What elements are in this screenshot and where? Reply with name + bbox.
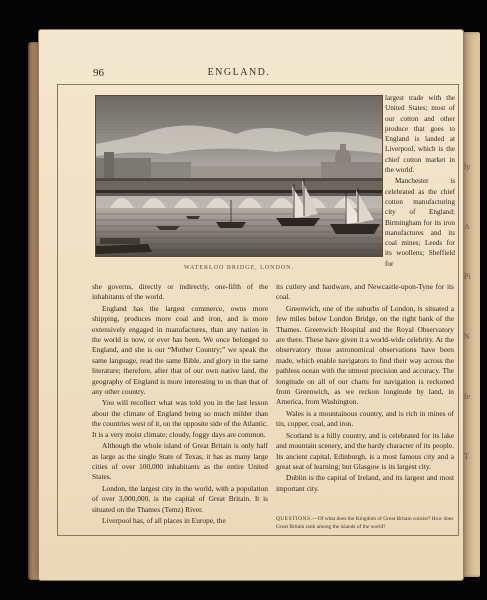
side-paragraph: largest trade with the United States; most of our cotton and other produce that goes to England is landed at Liverpool, which is the chief cotton market in the world. bbox=[385, 94, 455, 175]
right-paragraph: its cutlery and hardware, and Newcastle-upon-Tyne for its coal. bbox=[276, 282, 454, 302]
page-title: ENGLAND. bbox=[207, 67, 271, 78]
left-paragraph: You will recollect what was told you in the last lesson about the climate of England being so much milder than the countries west of it, on the opposite side of the Atlantic. It is a very moist climate; cloudy, foggy days are common. bbox=[92, 398, 268, 439]
left-paragraph: Although the whole island of Great Britain is only half as large as the single State of Texas, it has as many large cities of over 100,000 inhabitants as the entire United States. bbox=[92, 441, 268, 482]
right-paragraph: Wales is a mountainous country, and is rich in mines of tin, copper, coal, and iron. bbox=[276, 408, 454, 429]
right-paragraph: Scotland is a hilly country, and is celebrated for its lake and mountain scenery, and the hardy character of its people. Its ancient capital, Edinburgh, is a most famous city and a great seat of learning; but Glasgow is its largest city. bbox=[276, 430, 454, 471]
left-paragraph: England has the largest commerce, owns more shipping, produces more coal and iron, and is more extensively engaged in manufactures, than any nation in the world is now, or ever has been. We once belonged to England, and she is our “Mother Country;” we speak the same language, read the same Bible, and glory in the same literature; therefore, after that of our own native land, the geography of England is more interesting to us than that of any other country. bbox=[92, 303, 268, 397]
engraving-illustration bbox=[96, 96, 383, 257]
running-head bbox=[95, 67, 383, 79]
questions-footnote bbox=[276, 515, 454, 531]
left-paragraph: she governs, directly or indirectly, one-fifth of the inhabitants of the world. bbox=[92, 282, 268, 302]
questions-label: QUESTIONS. bbox=[276, 516, 313, 522]
side-column-text bbox=[385, 93, 455, 270]
facing-page-edge: ly A Pi N fe T bbox=[458, 32, 480, 577]
waterloo-bridge-engraving bbox=[95, 95, 383, 257]
side-paragraph: Manchester is celebrated as the chief cotton manufacturing city of England; Birmingham for its iron manufactures and its coal mines; Leeds for its woollens; Sheffield for bbox=[385, 177, 455, 268]
right-paragraph: Greenwich, one of the suburbs of London, is situated a few miles below London Bridge, on the right bank of the Thames. Greenwich Hospital and the Royal Observatory are there. These have given it a world-wide celebrity. At the observatory those astronomical observations have been made, which enable navigators to find their way across the pathless ocean with the utmost precision and accuracy. The longitude on all of our charts for navigation is reckoned from Greenwich, as we reckon longitude by land, in America, from Washington. bbox=[276, 303, 454, 407]
left-paragraph: Liverpool has, of all places in Europe, the bbox=[102, 515, 226, 525]
page-number: 96 bbox=[93, 67, 104, 79]
illustration-caption: WATERLOO BRIDGE, LONDON. bbox=[184, 265, 294, 271]
right-column-text bbox=[276, 282, 454, 495]
right-paragraph: Dublin is the capital of Ireland, and its largest and most important city. bbox=[276, 473, 454, 493]
left-column-text bbox=[92, 282, 268, 527]
questions-text: —Of what does the Kingdom of Great Britain consist? How does Great Britain rank among the islands of the world? bbox=[276, 516, 454, 530]
left-paragraph: London, the largest city in the world, with a population of over 3,000,000, is the capital of Great Britain. It is situated on the Thames (Temz) River. bbox=[92, 483, 268, 514]
